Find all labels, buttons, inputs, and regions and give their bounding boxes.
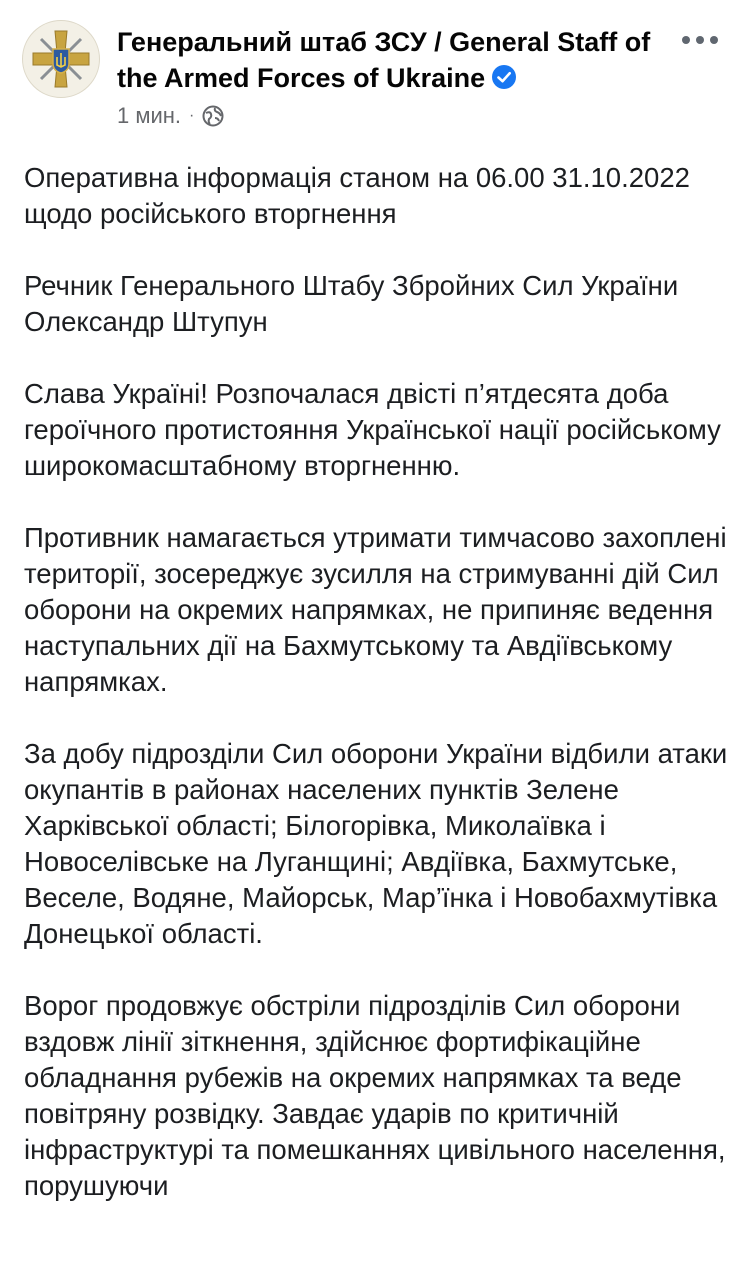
post-meta	[117, 100, 224, 132]
post-paragraph: Речник Генерального Штабу Збройних Сил України Олександр Штупун	[24, 270, 679, 337]
globe-icon[interactable]	[202, 105, 224, 127]
meta-separator: ·	[189, 107, 195, 124]
post-header	[0, 0, 744, 150]
more-options-button[interactable]	[670, 20, 730, 60]
post-paragraph: Противник намагається утримати тимчасово захоплені території, зосереджує зусилля на стримуванні дій Сил оборони на окремих напрямках, не припиняє ведення наступальних дії на Бахмутському та Авдіївському напрямках.	[24, 522, 727, 697]
page-name-text[interactable]: Генеральний штаб ЗСУ / General Staff of the Armed Forces of Ukraine	[117, 27, 651, 93]
post-body	[24, 160, 730, 1240]
verified-badge-icon	[491, 64, 517, 90]
armed-forces-emblem-icon	[29, 27, 93, 91]
post-paragraph: За добу підрозділи Сил оборони України відбили атаки окупантів в районах населених пунктів Зелене Харківської області; Білогорівка, Миколаївка і Новоселівське на Луганщині; Авдіївка, Бахмутське, Веселе, Водяне, Майорськ, Мар’їнка і Новобахмутівка Донецької області.	[24, 738, 728, 949]
more-options-icon	[680, 34, 720, 46]
post-paragraph: Ворог продовжує обстріли підрозділів Сил оборони вздовж лінії зіткнення, здійснює фортифікаційне обладнання рубежів на окремих напрямках та веде повітряну розвідку. Завдає ударів по критичній інфраструктурі та помешканнях цивільного населення, порушуючи	[24, 990, 726, 1201]
page-name[interactable]	[117, 24, 677, 96]
post-timestamp[interactable]: 1 мин.	[117, 103, 182, 128]
post-paragraph: Оперативна інформація станом на 06.00 31.10.2022 щодо російського вторгнення	[24, 162, 690, 229]
page-avatar[interactable]	[22, 20, 100, 98]
post-paragraph: Слава Україні! Розпочалася двісті п’ятдесята доба героїчного протистояння Української нації російському широкомасштабному вторгненню.	[24, 378, 721, 481]
